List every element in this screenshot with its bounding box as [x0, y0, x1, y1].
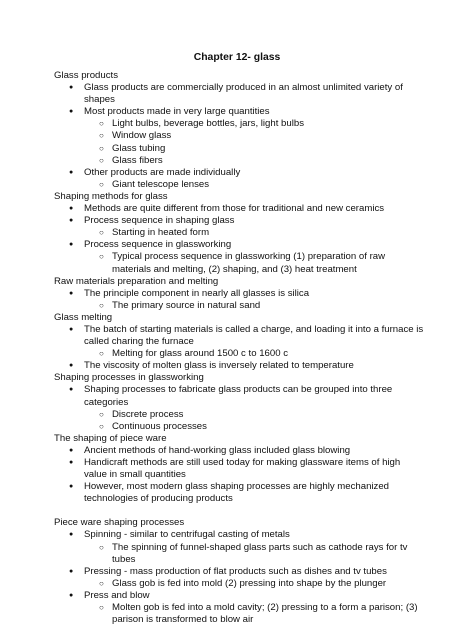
bullet-item [54, 239, 424, 275]
sub-bullet-list [84, 542, 424, 566]
bullet-list [54, 203, 424, 276]
sub-bullet-item: ○ Discrete process [84, 409, 424, 421]
section [54, 191, 424, 276]
bullet-text: Pressing - mass production of flat products such as dishes and tv tubes [84, 565, 387, 577]
bullet-item [54, 203, 424, 215]
bullet-text: Most products made in very large quantities [84, 106, 270, 118]
sub-bullet-item: ○ Glass gob is fed into mold (2) pressing into shape by the plunger [84, 578, 424, 590]
bullet-item [54, 106, 424, 166]
bullet-list [54, 529, 424, 626]
bullet-item [54, 445, 424, 457]
bullet-text: Methods are quite different from those for traditional and new ceramics [84, 203, 385, 215]
sub-bullet-list [84, 602, 424, 626]
section-heading: Glass products [54, 70, 118, 81]
sub-bullet-item: ○ Molten gob is fed into a mold cavity; (2) pressing to a form a parison; (3) parison is transformed to blow air [84, 602, 424, 626]
bullet-list [54, 324, 424, 372]
bullet-text: Ancient methods of hand-working glass included glass blowing [84, 444, 351, 456]
bullet-text: Spinning - similar to centrifugal casting of metals [84, 529, 290, 541]
bullet-item [54, 82, 424, 106]
sub-bullet-list [84, 578, 424, 590]
sub-bullet-list [84, 251, 424, 275]
bullet-text: The principle component in nearly all glasses is silica [84, 287, 310, 299]
sub-bullet-list [84, 300, 424, 312]
bullet-item [54, 590, 424, 626]
section-heading: Raw materials preparation and melting [54, 275, 219, 287]
bullet-text: Press and blow [84, 589, 150, 601]
section [54, 505, 424, 626]
bullet-list [54, 288, 424, 312]
page-title: Chapter 12- glass [193, 52, 281, 63]
sub-bullet-item: ○ Continuous processes [84, 421, 424, 433]
sub-bullet-list [84, 179, 424, 191]
section [54, 433, 424, 506]
bullet-item [54, 360, 424, 372]
section-heading: Shaping methods for glass [54, 190, 168, 202]
sub-bullet-item: ○ Giant telescope lenses [84, 179, 424, 191]
section [54, 312, 424, 372]
bullet-text: Process sequence in glassworking [84, 239, 232, 251]
sub-bullet-list [84, 348, 424, 360]
bullet-text: The batch of starting materials is called a charge, and loading it into a furnace is called charing the furnace [84, 323, 424, 348]
bullet-text: Shaping processes to fabricate glass products can be grouped into three categories [84, 384, 393, 408]
sub-bullet-item: ○ Melting for glass around 1500 c to 1600 c [84, 348, 424, 360]
section-heading: Shaping processes in glassworking [54, 372, 204, 384]
section-heading: Glass melting [54, 311, 113, 323]
section-heading: The shaping of piece ware [54, 432, 167, 444]
document-body [54, 70, 424, 626]
bullet-list [54, 82, 424, 191]
sub-bullet-list [84, 409, 424, 433]
bullet-text: The viscosity of molten glass is inversely related to temperature [84, 360, 354, 372]
section-heading: Piece ware shaping processes [54, 517, 185, 529]
sub-bullet-item: ○ Glass tubing [84, 143, 424, 155]
sub-bullet-item: ○ The spinning of funnel-shaped glass parts such as cathode rays for tv tubes [84, 542, 424, 566]
bullet-list [54, 445, 424, 505]
sub-bullet-item: ○ Typical process sequence in glassworking (1) preparation of raw materials and melting, (2) shaping, and (3) heat treatment [84, 251, 424, 275]
sub-bullet-list [84, 118, 424, 166]
sub-bullet-item: ○ Glass fibers [84, 155, 424, 167]
bullet-list [54, 384, 424, 432]
section [54, 372, 424, 432]
sub-bullet-list [84, 227, 424, 239]
sub-bullet-item: ○ The primary source in natural sand [84, 300, 424, 312]
sub-bullet-item: ○ Light bulbs, beverage bottles, jars, light bulbs [84, 118, 424, 130]
blank-line [54, 505, 424, 517]
bullet-item [54, 566, 424, 590]
bullet-item [54, 529, 424, 565]
bullet-item [54, 288, 424, 312]
bullet-item [54, 384, 424, 432]
section [54, 276, 424, 312]
bullet-text: However, most modern glass shaping processes are highly mechanized technologies of producing products [84, 481, 390, 505]
bullet-item [54, 457, 424, 481]
bullet-text: Other products are made individually [84, 166, 241, 178]
bullet-item [54, 167, 424, 191]
sub-bullet-item: ○ Window glass [84, 130, 424, 142]
sub-bullet-item: ○ Starting in heated form [84, 227, 424, 239]
section [54, 70, 424, 191]
bullet-item [54, 215, 424, 239]
bullet-text: Handicraft methods are still used today for making glassware items of high value in small quantities [84, 457, 401, 481]
bullet-text: Glass products are commercially produced in an almost unlimited variety of shapes [84, 82, 403, 106]
bullet-item [54, 481, 424, 505]
bullet-text: Process sequence in shaping glass [84, 215, 235, 227]
bullet-item [54, 324, 424, 360]
